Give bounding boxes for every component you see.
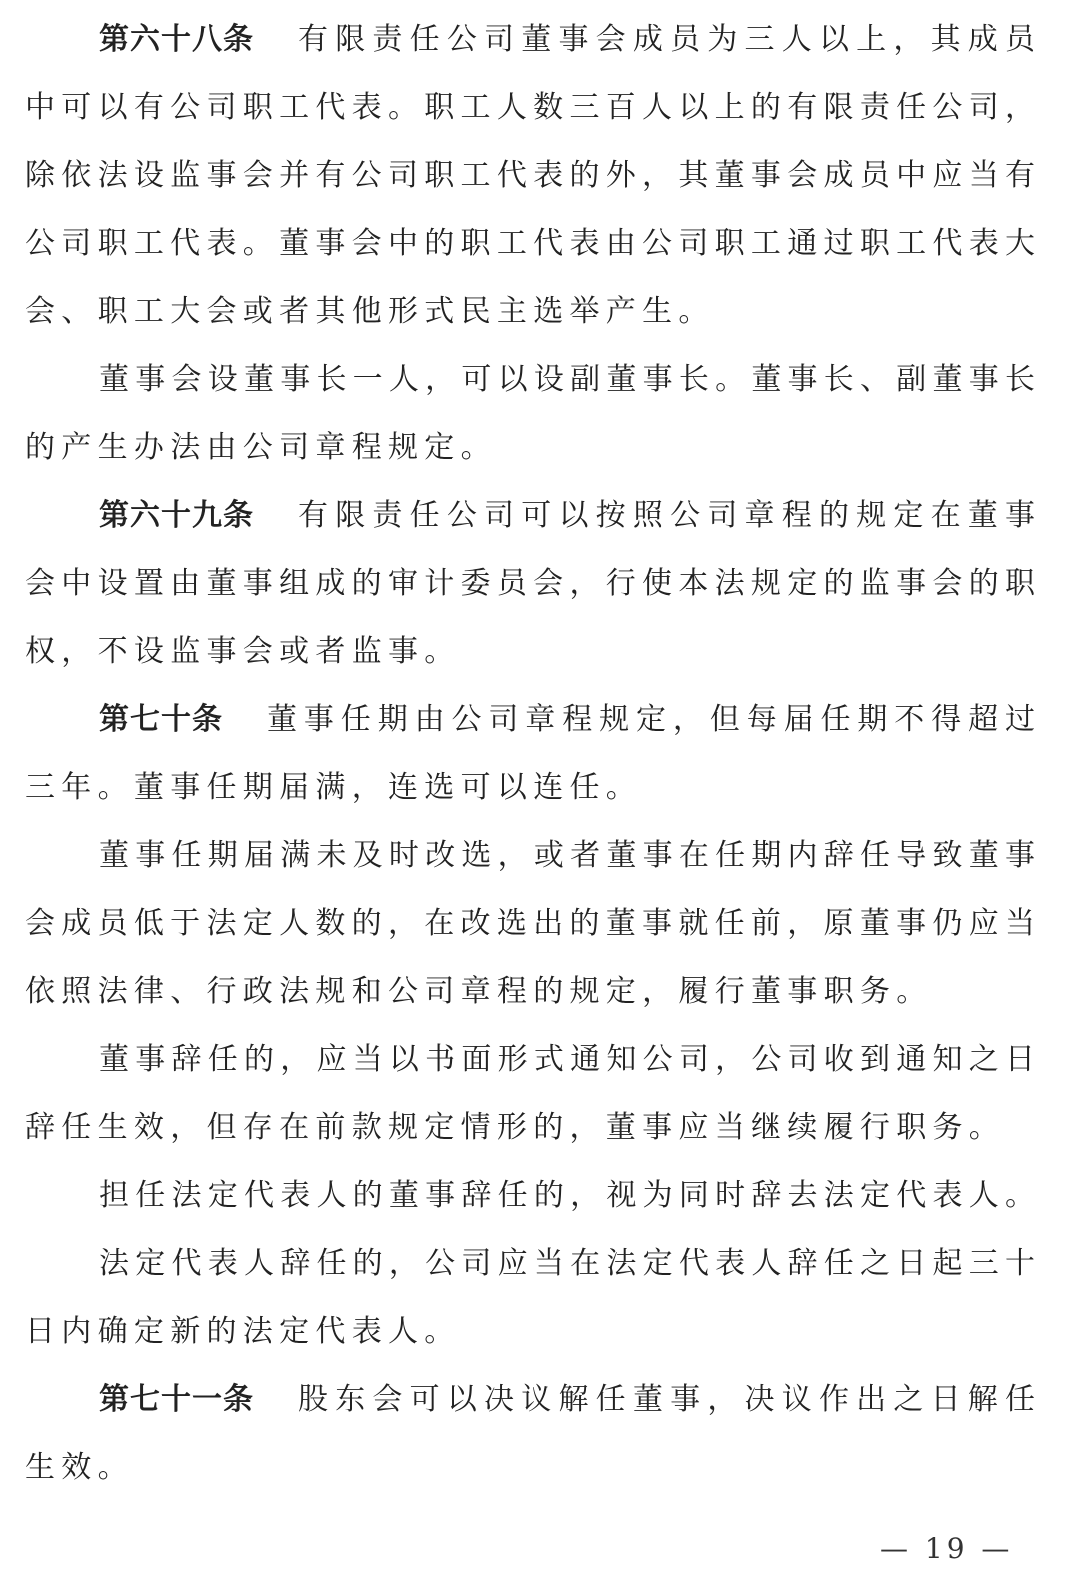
line-text: 除依法设监事会并有公司职工代表的外，其董事会成员中应当有	[25, 158, 1035, 193]
text-line	[25, 686, 1035, 754]
text-line	[25, 958, 1035, 1026]
article-heading: 第六十八条	[99, 22, 254, 57]
text-line	[25, 890, 1035, 958]
line-text: 日内确定新的法定代表人。	[25, 1314, 461, 1349]
line-text: 董事会设董事长一人，可以设副董事长。董事长、副董事长	[99, 362, 1035, 397]
article-paragraph	[25, 482, 1035, 686]
text-line	[25, 1094, 1035, 1162]
line-text: 董事任期届满未及时改选，或者董事在任期内辞任导致董事	[99, 838, 1035, 873]
paragraph	[25, 346, 1035, 482]
article-heading: 第七十一条	[99, 1382, 254, 1417]
page-number: — 19 —	[880, 1532, 1014, 1565]
paragraph	[25, 1026, 1035, 1162]
line-text: 权，不设监事会或者监事。	[25, 634, 461, 669]
text-line	[25, 1366, 1035, 1434]
line-text: 生效。	[25, 1450, 134, 1485]
text-line	[25, 1298, 1035, 1366]
text-line	[25, 754, 1035, 822]
article-paragraph	[25, 1366, 1035, 1502]
line-text: 担任法定代表人的董事辞任的，视为同时辞去法定代表人。	[99, 1178, 1035, 1213]
line-text: 中可以有公司职工代表。职工人数三百人以上的有限责任公司，	[25, 90, 1035, 125]
line-text: 辞任生效，但存在前款规定情形的，董事应当继续履行职务。	[25, 1110, 1006, 1145]
paragraph	[25, 822, 1035, 1026]
line-text: 会中设置由董事组成的审计委员会，行使本法规定的监事会的职	[25, 566, 1035, 601]
text-line	[25, 346, 1035, 414]
line-text: 会、职工大会或者其他形式民主选举产生。	[25, 294, 715, 329]
line-text: 股东会可以决议解任董事，决议作出之日解任	[298, 1382, 1035, 1417]
line-text: 有限责任公司董事会成员为三人以上，其成员	[298, 22, 1035, 57]
article-paragraph	[25, 686, 1035, 822]
article-heading: 第六十九条	[99, 498, 254, 533]
text-line	[25, 822, 1035, 890]
line-text: 公司职工代表。董事会中的职工代表由公司职工通过职工代表大	[25, 226, 1035, 261]
line-text: 董事辞任的，应当以书面形式通知公司，公司收到通知之日	[99, 1042, 1035, 1077]
text-line	[25, 74, 1035, 142]
document-body	[25, 6, 1035, 1502]
line-text: 法定代表人辞任的，公司应当在法定代表人辞任之日起三十	[99, 1246, 1035, 1281]
line-text: 的产生办法由公司章程规定。	[25, 430, 497, 465]
line-text: 董事任期由公司章程规定，但每届任期不得超过	[267, 702, 1035, 737]
line-text: 依照法律、行政法规和公司章程的规定，履行董事职务。	[25, 974, 933, 1009]
paragraph	[25, 1162, 1035, 1230]
paragraph	[25, 1230, 1035, 1366]
line-text: 三年。董事任期届满，连选可以连任。	[25, 770, 643, 805]
text-line	[25, 278, 1035, 346]
text-line	[25, 618, 1035, 686]
article-heading: 第七十条	[99, 702, 223, 737]
text-line	[25, 550, 1035, 618]
article-paragraph	[25, 6, 1035, 346]
text-line	[25, 1026, 1035, 1094]
text-line	[25, 210, 1035, 278]
text-line	[25, 1162, 1035, 1230]
text-line	[25, 1230, 1035, 1298]
text-line	[25, 142, 1035, 210]
text-line	[25, 1434, 1035, 1502]
text-line	[25, 482, 1035, 550]
text-line	[25, 414, 1035, 482]
line-text: 有限责任公司可以按照公司章程的规定在董事	[298, 498, 1035, 533]
text-line	[25, 6, 1035, 74]
line-text: 会成员低于法定人数的，在改选出的董事就任前，原董事仍应当	[25, 906, 1035, 941]
